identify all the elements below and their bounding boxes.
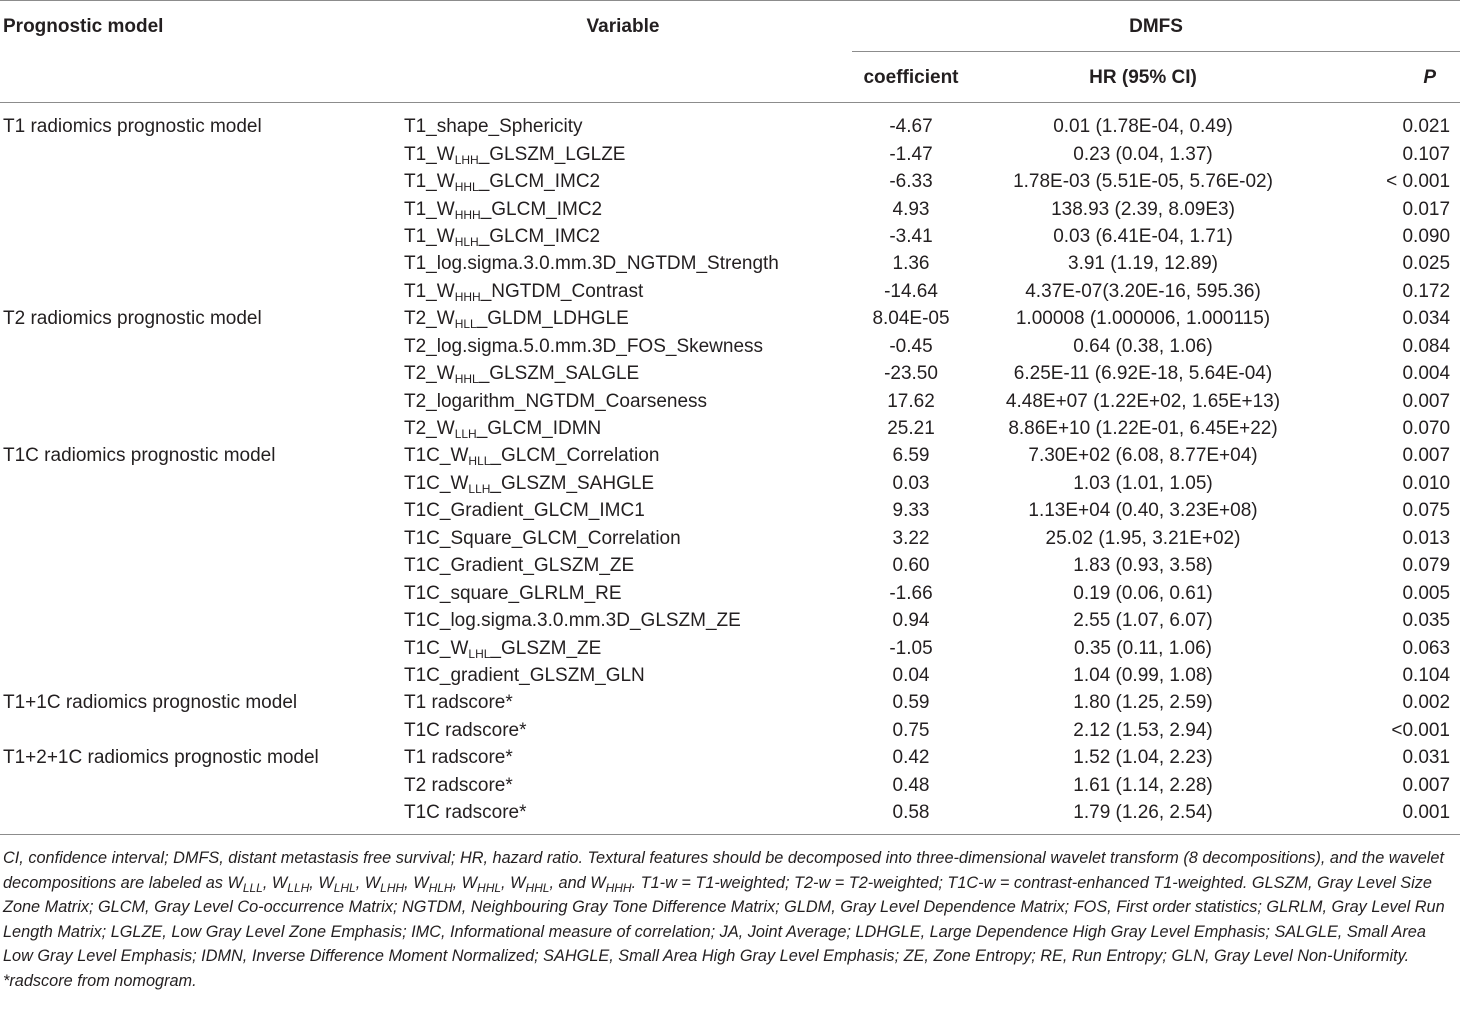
cell-model: [0, 525, 394, 552]
variable-suffix: _GLCM_IMC2: [478, 225, 601, 247]
cell-variable: [394, 634, 852, 661]
variable-subscript: HHH: [454, 289, 481, 304]
variable-subscript: HLH: [454, 234, 479, 249]
cell-coefficient: -1.66: [889, 582, 933, 604]
cell-coefficient: 0.94: [892, 610, 930, 632]
cell-variable: [394, 442, 852, 469]
cell-model: [0, 579, 394, 606]
cell-variable: [394, 799, 852, 835]
cell-model: [0, 415, 394, 442]
footnote-sep: , W: [355, 873, 381, 892]
table-row: [0, 799, 1460, 835]
cell-coefficient: 0.03: [892, 472, 930, 494]
cell-hr: 1.78E-03 (5.51E-05, 5.76E-02): [1013, 171, 1273, 193]
cell-p-value: 0.002: [1402, 692, 1451, 714]
variable-prefix: T2_W: [404, 418, 455, 440]
table-row: [0, 223, 1460, 250]
variable-subscript: HHL: [454, 180, 479, 195]
variable-subscript: HLL: [454, 317, 477, 332]
footnote-sub: LLL: [242, 880, 263, 895]
table-row: [0, 662, 1460, 689]
cell-coefficient: 4.93: [892, 198, 930, 220]
table-row: [0, 168, 1460, 195]
variable-prefix: T2_W: [404, 363, 455, 385]
cell-variable: [394, 662, 852, 689]
cell-variable: [394, 195, 852, 222]
footnote-text-b: . T1-w = T1-weighted; T2-w = T2-weighted; T1C-w = contrast-enhanced T1-weighted. GLSZM, Gray Level Size Zone Matrix; GLCM, Gray Level Co-occurrence Matrix; NGTDM, Neighbouring Gray Tone Difference Matrix; GLDM, Gray Level Dependence Matrix; FOS, First order statistics; GLRLM, Gray Level Run Length Matrix; LGLZE, Low Gray Level Zone Emphasis; IMC, Informational measure of correlation; JA, Joint Average; LDHGLE, Large Dependence High Gray Level Emphasis; SALGLE, Small Area Low Gray Level Emphasis; IDMN, Inverse Difference Moment Normalized; SAHGLE, Small Area High Gray Level Emphasis; ZE, Zone Entropy; RE, Run Entropy; GLN, Gray Level Non-Uniformity.: [3, 873, 1445, 966]
cell-hr: 0.19 (0.06, 0.61): [1073, 582, 1213, 604]
variable-suffix: _GLDM_LDHGLE: [476, 308, 629, 330]
cell-p-value: <0.001: [1391, 719, 1451, 741]
variable-prefix: T1C_W: [404, 472, 469, 494]
table-row: [0, 305, 1460, 332]
cell-variable: [394, 223, 852, 250]
variable-prefix: T1C_Gradient_GLCM_IMC1: [404, 500, 645, 522]
cell-model: [0, 772, 394, 799]
cell-p-value: 0.010: [1402, 472, 1451, 494]
table-row: [0, 525, 1460, 552]
cell-hr: 3.91 (1.19, 12.89): [1068, 253, 1218, 275]
table-row: [0, 103, 1460, 141]
variable-subscript: LLH: [454, 427, 477, 442]
cell-model: [0, 140, 394, 167]
cell-coefficient: -0.45: [889, 335, 933, 357]
cell-model: [0, 387, 394, 414]
table-row: [0, 497, 1460, 524]
cell-hr: 1.52 (1.04, 2.23): [1073, 747, 1213, 769]
cell-hr: 0.23 (0.04, 1.37): [1073, 143, 1213, 165]
cell-p-value: 0.007: [1402, 774, 1451, 796]
cell-hr: 8.86E+10 (1.22E-01, 6.45E+22): [1008, 418, 1278, 440]
variable-prefix: T1_W: [404, 280, 455, 302]
table-row: [0, 333, 1460, 360]
cell-coefficient: 8.04E-05: [872, 308, 950, 330]
variable-prefix: T1C_Square_GLCM_Correlation: [404, 527, 681, 549]
cell-model: [0, 333, 394, 360]
footnote-sep: , W: [309, 873, 334, 892]
cell-coefficient: 9.33: [892, 500, 930, 522]
footnote-sub: HHL: [525, 880, 550, 895]
cell-p-value: 0.079: [1402, 555, 1451, 577]
cell-p-value: 0.013: [1402, 527, 1451, 549]
table-row: [0, 442, 1460, 469]
variable-prefix: T2 radscore*: [404, 774, 513, 796]
header-coefficient: coefficient: [863, 66, 959, 88]
cell-coefficient: -3.41: [889, 225, 933, 247]
table-row: [0, 607, 1460, 634]
cell-variable: [394, 717, 852, 744]
cell-model: [0, 717, 394, 744]
cell-coefficient: -1.05: [889, 637, 933, 659]
cell-p-value: 0.007: [1402, 445, 1451, 467]
cell-coefficient: 0.48: [892, 774, 930, 796]
table-row: [0, 772, 1460, 799]
footnote-sep: , W: [452, 873, 478, 892]
cell-model: [0, 552, 394, 579]
cell-model: [0, 799, 394, 835]
variable-prefix: T1_shape_Sphericity: [404, 116, 583, 138]
cell-coefficient: -1.47: [889, 143, 933, 165]
cell-hr: 1.04 (0.99, 1.08): [1073, 664, 1213, 686]
variable-prefix: T2_W: [404, 308, 455, 330]
variable-suffix: _GLCM_IMC2: [480, 198, 603, 220]
cell-hr: 1.03 (1.01, 1.05): [1073, 472, 1213, 494]
cell-hr: 1.13E+04 (0.40, 3.23E+08): [1028, 500, 1258, 522]
cell-p-value: 0.172: [1402, 280, 1451, 302]
cell-model: [0, 470, 394, 497]
cell-coefficient: 0.75: [892, 719, 930, 741]
header-dmfs: DMFS: [852, 1, 1460, 52]
table-row: [0, 360, 1460, 387]
footnote-sep: , W: [501, 873, 526, 892]
cell-p-value: 0.005: [1402, 582, 1451, 604]
variable-subscript: HLL: [468, 454, 491, 469]
variable-prefix: T1C radscore*: [404, 719, 527, 741]
cell-variable: [394, 387, 852, 414]
cell-hr: 1.61 (1.14, 2.28): [1073, 774, 1213, 796]
cell-coefficient: -23.50: [884, 363, 938, 385]
cell-variable: [394, 168, 852, 195]
cell-variable: [394, 552, 852, 579]
cell-hr: 1.83 (0.93, 3.58): [1073, 555, 1213, 577]
variable-prefix: T2_logarithm_NGTDM_Coarseness: [404, 390, 708, 412]
header-hr: HR (95% CI): [1089, 66, 1197, 88]
cell-hr: 1.80 (1.25, 2.59): [1073, 692, 1213, 714]
variable-prefix: T1 radscore*: [404, 692, 513, 714]
cell-p-value: 0.084: [1402, 335, 1451, 357]
cell-variable: [394, 689, 852, 716]
cell-hr: 2.55 (1.07, 6.07): [1073, 610, 1213, 632]
header-variable: Variable: [586, 16, 660, 37]
variable-prefix: T1_log.sigma.3.0.mm.3D_NGTDM_Strength: [404, 253, 779, 275]
table-row: [0, 195, 1460, 222]
variable-subscript: LHL: [468, 646, 491, 661]
variable-subscript: LHH: [454, 152, 479, 167]
table-row: [0, 415, 1460, 442]
variable-prefix: T1C radscore*: [404, 802, 527, 824]
cell-model: [0, 168, 394, 195]
variable-prefix: T1C_Gradient_GLSZM_ZE: [404, 555, 635, 577]
variable-prefix: T1_W: [404, 225, 455, 247]
cell-coefficient: 0.59: [892, 692, 930, 714]
cell-model: [0, 250, 394, 277]
cell-model: [0, 662, 394, 689]
cell-model: [0, 195, 394, 222]
header-prognostic-model: Prognostic model: [3, 16, 164, 37]
table-row: [0, 717, 1460, 744]
cell-coefficient: 17.62: [887, 390, 935, 412]
table-row: [0, 552, 1460, 579]
footnote-text-a: CI, confidence interval; DMFS, distant metastasis free survival; HR, hazard ratio. Textural features should be decomposed into three-dimensional wavelet transform (8 decompositions), and the wavelet decompositions are labeled as W: [3, 849, 1444, 892]
cell-variable: [394, 470, 852, 497]
cell-model: T2 radiomics prognostic model: [3, 308, 262, 330]
variable-prefix: T1_W: [404, 198, 455, 220]
variable-suffix: _GLSZM_SALGLE: [478, 363, 640, 385]
cell-hr: 1.00008 (1.000006, 1.000115): [1015, 308, 1271, 330]
cell-hr: 0.03 (6.41E-04, 1.71): [1053, 225, 1233, 247]
cell-p-value: 0.017: [1402, 198, 1451, 220]
cell-hr: 7.30E+02 (6.08, 8.77E+04): [1028, 445, 1258, 467]
table-row: [0, 278, 1460, 305]
cell-p-value: 0.034: [1402, 308, 1451, 330]
variable-suffix: _GLCM_Correlation: [490, 445, 660, 467]
variable-prefix: T1_W: [404, 143, 455, 165]
cell-hr: 25.02 (1.95, 3.21E+02): [1045, 527, 1241, 549]
cell-hr: 0.01 (1.78E-04, 0.49): [1053, 116, 1233, 138]
cell-coefficient: 0.42: [892, 747, 930, 769]
table-row: [0, 689, 1460, 716]
variable-prefix: T1C_log.sigma.3.0.mm.3D_GLSZM_ZE: [404, 610, 741, 632]
variable-prefix: T1C_square_GLRLM_RE: [404, 582, 622, 604]
variable-prefix: T1C_gradient_GLSZM_GLN: [404, 664, 645, 686]
cell-model: [0, 360, 394, 387]
variable-prefix: T2_log.sigma.5.0.mm.3D_FOS_Skewness: [404, 335, 764, 357]
cell-variable: [394, 497, 852, 524]
cell-variable: [394, 772, 852, 799]
variable-prefix: T1_W: [404, 171, 455, 193]
cell-coefficient: 25.21: [887, 418, 935, 440]
cell-p-value: 0.001: [1316, 799, 1460, 835]
footnote-sub: HHL: [477, 880, 502, 895]
variable-suffix: _GLSZM_ZE: [490, 637, 602, 659]
footnote-sub: LHL: [333, 880, 356, 895]
cell-variable: [394, 305, 852, 332]
variable-suffix: _GLCM_IDMN: [476, 418, 602, 440]
variable-subscript: HHH: [454, 207, 481, 222]
variable-suffix: _GLSZM_SAHGLE: [490, 472, 655, 494]
variable-prefix: T1 radscore*: [404, 747, 513, 769]
footnote-sub: HLH: [428, 880, 453, 895]
table-row: [0, 250, 1460, 277]
cell-coefficient: 6.59: [892, 445, 930, 467]
table-footnote: [3, 846, 1459, 994]
cell-hr: 0.64 (0.38, 1.06): [1073, 335, 1213, 357]
cell-coefficient: 0.60: [892, 555, 930, 577]
cell-hr: 1.79 (1.26, 2.54): [970, 799, 1316, 835]
cell-model: [0, 607, 394, 634]
variable-prefix: T1C_W: [404, 445, 469, 467]
cell-model: T1 radiomics prognostic model: [3, 116, 262, 138]
variable-suffix: _GLSZM_LGLZE: [478, 143, 626, 165]
cell-coefficient: -14.64: [884, 280, 938, 302]
cell-model: [0, 278, 394, 305]
footnote-sep: , and W: [549, 873, 606, 892]
cell-variable: [394, 607, 852, 634]
table-row: [0, 744, 1460, 771]
cell-p-value: 0.070: [1402, 418, 1451, 440]
cell-hr: 4.48E+07 (1.22E+02, 1.65E+13): [1005, 390, 1281, 412]
cell-p-value: 0.090: [1402, 225, 1451, 247]
table-row: [0, 140, 1460, 167]
cell-hr: 4.37E-07(3.20E-16, 595.36): [1025, 280, 1261, 302]
cell-variable: [394, 333, 852, 360]
cell-p-value: 0.107: [1402, 143, 1451, 165]
cell-hr: 2.12 (1.53, 2.94): [1073, 719, 1213, 741]
cell-coefficient: -4.67: [889, 116, 933, 138]
footnote-sep: , W: [404, 873, 429, 892]
variable-suffix: _NGTDM_Contrast: [480, 280, 644, 302]
variable-prefix: T1C_W: [404, 637, 469, 659]
variable-subscript: LLH: [468, 481, 491, 496]
cell-coefficient: 3.22: [892, 527, 930, 549]
table-header: [0, 1, 1460, 103]
table-body: [0, 103, 1460, 835]
cell-model: T1+1C radiomics prognostic model: [3, 692, 298, 714]
footnote-sep: , W: [262, 873, 288, 892]
cell-p-value: 0.025: [1402, 253, 1451, 275]
cell-model: [0, 223, 394, 250]
cell-p-value: 0.075: [1402, 500, 1451, 522]
cell-variable: [394, 103, 852, 141]
table-row: [0, 579, 1460, 606]
cell-p-value: 0.104: [1402, 664, 1451, 686]
footnote-radscore: *radscore from nomogram.: [3, 971, 197, 990]
cell-variable: [394, 579, 852, 606]
table-row: [0, 470, 1460, 497]
cell-p-value: 0.035: [1402, 610, 1451, 632]
cell-hr: 138.93 (2.39, 8.09E3): [1051, 198, 1235, 220]
table-row: [0, 387, 1460, 414]
cell-variable: [394, 278, 852, 305]
cell-p-value: 0.063: [1402, 637, 1451, 659]
footnote-sub: HHH: [605, 880, 632, 895]
variable-suffix: _GLCM_IMC2: [478, 171, 601, 193]
header-row-1: [0, 1, 1460, 52]
cell-variable: [394, 744, 852, 771]
cell-model: [0, 497, 394, 524]
cell-variable: [394, 140, 852, 167]
cell-coefficient: 1.36: [892, 253, 930, 275]
footnote-sub: LLH: [287, 880, 310, 895]
footnote-abbreviations: [3, 846, 1459, 969]
cell-variable: [394, 525, 852, 552]
cell-model: T1C radiomics prognostic model: [3, 445, 276, 467]
cell-p-value: 0.007: [1402, 390, 1451, 412]
cell-variable: [394, 415, 852, 442]
cell-variable: [394, 250, 852, 277]
cell-coefficient: 0.58: [852, 799, 970, 835]
cell-p-value: 0.031: [1402, 747, 1451, 769]
cell-model: [0, 634, 394, 661]
cell-hr: 6.25E-11 (6.92E-18, 5.64E-04): [1013, 363, 1273, 385]
cell-model: T1+2+1C radiomics prognostic model: [3, 747, 319, 769]
cell-p-value: < 0.001: [1386, 171, 1451, 193]
variable-subscript: HHL: [454, 372, 479, 387]
header-p: P: [1423, 66, 1437, 88]
cell-p-value: 0.021: [1402, 116, 1451, 138]
footnote-sub: LHH: [380, 880, 405, 895]
cell-p-value: 0.004: [1402, 363, 1451, 385]
table-row: [0, 634, 1460, 661]
cell-variable: [394, 360, 852, 387]
cell-coefficient: 0.04: [892, 664, 930, 686]
cell-coefficient: -6.33: [889, 171, 933, 193]
cell-hr: 0.35 (0.11, 1.06): [1073, 637, 1213, 659]
